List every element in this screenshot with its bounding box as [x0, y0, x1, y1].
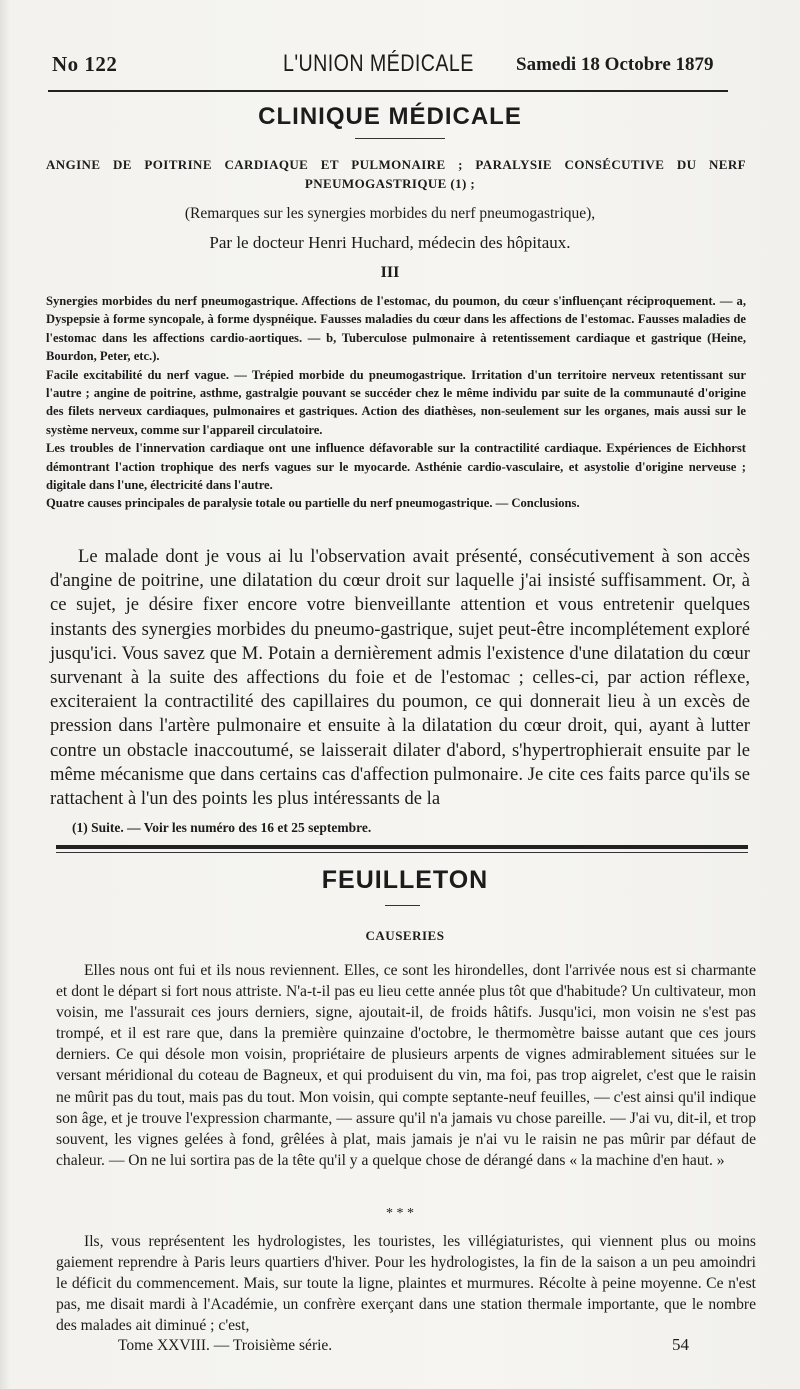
summary-paragraph: Synergies morbides du nerf pneumogastrique. Affections de l'estomac, du poumon, du cœur s'influençant réciproquement. — a, Dyspepsie à forme syncopale, à forme dyspnéique. Fausses maladies du cœur dans les affections de l'estomac. Fausses maladies de l'estomac dans les affections cardio-aortiques. — b, Tuberculose pulmonaire à retentissement cardiaque et gastrique (Heine, Bourdon, Peter, etc.).	[46, 294, 746, 364]
feuilleton-separator-thick	[56, 845, 748, 849]
section-stars: * * *	[386, 1206, 414, 1221]
clinique-section-title: CLINIQUE MÉDICALE	[258, 103, 522, 130]
title-underline	[355, 138, 445, 139]
body-paragraph: Le malade dont je vous ai lu l'observation avait présenté, consécutivement à son accès d'angine de poitrine, une dilatation du cœur droit sur laquelle j'ai insisté suffisamment. Or, à ce sujet, je désire fixer encore votre bienveillante attention et vous entretenir quelques instants des synergies morbides du pneumo-gastrique, sujet peut-être incomplétement exploré jusqu'ici. Vous savez que M. Potain a dernièrement admis l'existence d'une dilatation du cœur survenant à la suite des affections du foie et de l'estomac ; celles-ci, par action réflexe, exciteraient la contractilité des capillaires du poumon, ce qui donnerait lieu à un excès de pression dans l'artère pulmonaire et ensuite à la dilatation du cœur droit, qui, ayant à lutter contre un obstacle inaccoutumé, se laisserait dilater d'abord, s'hypertrophierait ensuite par le même mécanisme que dans certains cas d'affection pulmonaire. Je cite ces faits parce qu'ils se rattachent à l'un des points les plus intéressants de la	[50, 546, 750, 810]
issue-number: No 122	[52, 52, 118, 76]
summary-paragraph: Les troubles de l'innervation cardiaque ont une influence défavorable sur la contractilité cardiaque. Expériences de Eichhorst démontrant l'action trophique des nerfs vagues sur le myocarde. Asthénie cardio-vasculaire, et asystolie d'origine nerveuse ; digitale dans l'une, électricité dans l'autre.	[46, 441, 746, 493]
page-number: 54	[672, 1335, 689, 1354]
feuilleton-paragraph-1	[56, 960, 756, 1171]
footnote: (1) Suite. — Voir les numéro des 16 et 25 septembre.	[72, 820, 372, 835]
article-summary	[46, 292, 746, 513]
issue-date: Samedi 18 Octobre 1879	[516, 54, 714, 75]
header-rule	[48, 90, 728, 92]
feuilleton-title: FEUILLETON	[321, 866, 489, 894]
feuilleton-underline	[385, 905, 420, 906]
part-number: III	[380, 264, 400, 281]
article-subtitle-line1: ANGINE DE POITRINE CARDIAQUE ET PULMONAIRE ; PARALYSIE CONSÉCUTIVE DU NERF	[46, 157, 746, 172]
feuilleton-text: Elles nous ont fui et ils nous reviennent. Elles, ce sont les hirondelles, dont l'arrivée nous est si charmante et dont le départ si fort nous attriste. N'a-t-il pas eu lieu cette année plus tôt que d'habitude? Un cultivateur, mon voisin, me l'assurait ces jours derniers, signe, ajoutait-il, de froids hâtifs. Jusqu'ici, mon voisin ne s'est pas trompé, et il est rare que, dans la première quinzaine d'octobre, le thermomètre baisse autant que ces jours derniers. Ce qui désole mon voisin, propriétaire de plusieurs arpents de vignes admirablement situées sur le versant méridional du coteau de Bagneux, et qui produisent du vin, ma foi, pas trop aigrelet, c'est que le raisin ne mûrit pas du tout, mais pas du tout. Mon voisin, qui compte septante-neuf feuilles, — c'est ainsi qu'il indique son âge, et je trouve l'expression charmante, — assure qu'il n'a jamais vu chose pareille. — J'ai vu, dit-il, et trop souvent, les vignes gelées à fond, grêlées à plat, mais jamais je n'ai vu le raisin ne pas mûrir par défaut de chaleur. — On ne lui sortira pas de la tête qu'il y a quelque chose de dérangé dans « la machine d'en haut. »	[56, 962, 756, 1169]
remarques-line: (Remarques sur les synergies morbides du nerf pneumogastrique),	[184, 205, 596, 222]
author-line: Par le docteur Henri Huchard, médecin des hôpitaux.	[209, 233, 571, 252]
footer-tome: Tome XXVIII. — Troisième série.	[118, 1337, 333, 1354]
feuilleton-text: Ils, vous représentent les hydrologistes, les touristes, les villégiaturistes, qui viennent plus ou moins gaiement reprendre à Paris leurs quartiers d'hiver. Pour les hydrologistes, la fin de la saison a un peu amoindri le déficit du commencement. Mais, sur toute la ligne, plaintes et murmures. Récolte à peine moyenne. Ce n'est pas, me disait mardi à l'Académie, un confrère exerçant dans une station thermale importante, que le nombre des malades ait diminué ; c'est,	[56, 1233, 756, 1335]
feuilleton-paragraph-2	[56, 1231, 756, 1336]
rubric-title: CAUSERIES	[365, 928, 445, 943]
feuilleton-separator-thin	[56, 852, 748, 853]
article-body	[50, 545, 750, 811]
journal-title: L'UNION MÉDICALE	[283, 50, 474, 77]
article-subtitle-line2: PNEUMOGASTRIQUE (1) ;	[304, 176, 476, 191]
summary-paragraph: Quatre causes principales de paralysie totale ou partielle du nerf pneumogastrique. — Conclusions.	[46, 496, 580, 511]
summary-paragraph: Facile excitabilité du nerf vague. — Trépied morbide du pneumogastrique. Irritation d'un territoire nerveux retentissant sur l'autre ; angine de poitrine, asthme, gastralgie pouvant se succéder chez le même individu par suite de la communauté d'origine des filets nerveux cardiaques, pulmonaires et gastriques. Action des diathèses, non-seulement sur les organes, mais aussi sur le système nerveux, comme sur l'appareil circulatoire.	[46, 367, 746, 437]
